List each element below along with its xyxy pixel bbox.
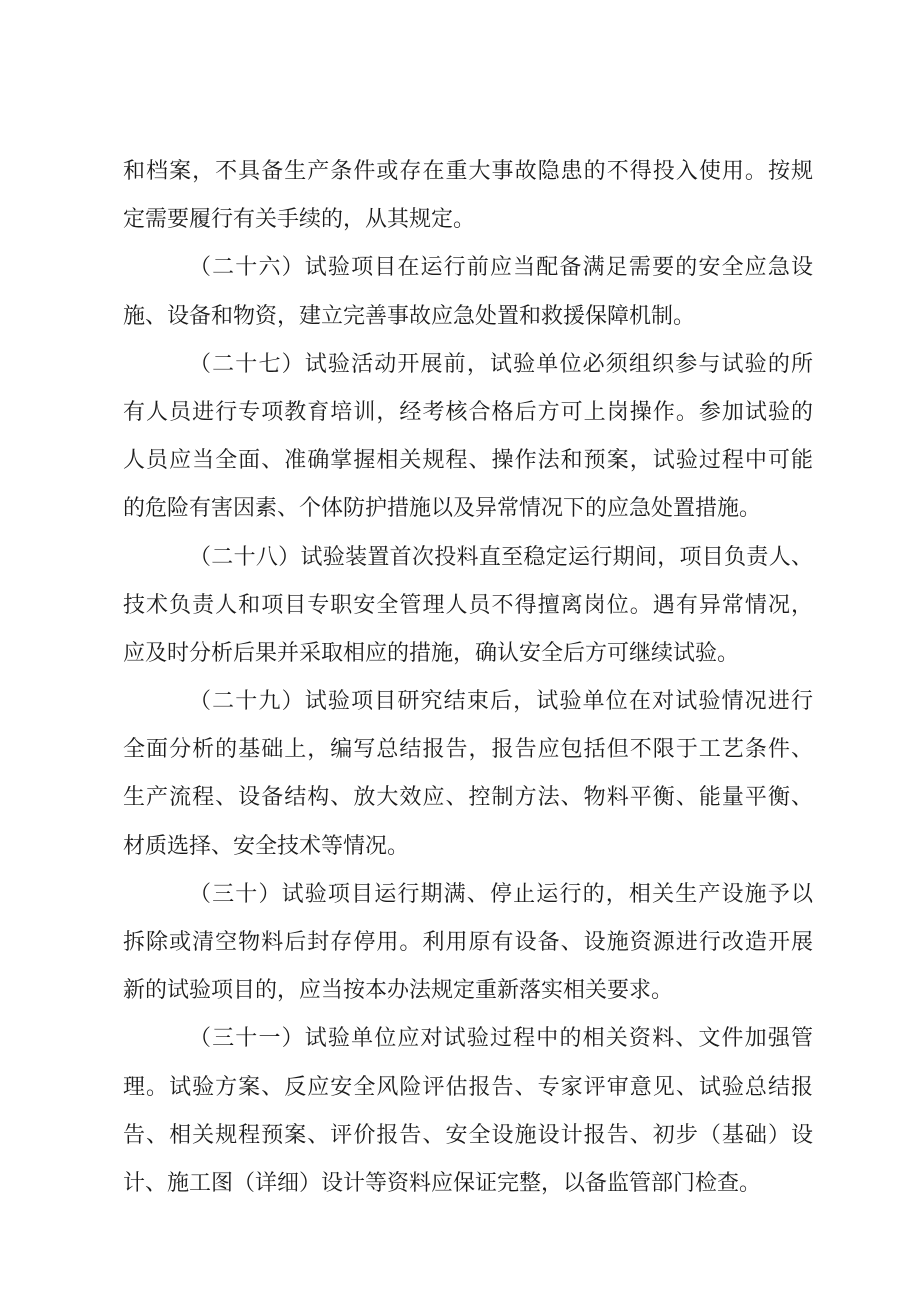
text-line: 告、相关规程预案、评价报告、安全设施设计报告、初步（基础）设 — [123, 1122, 813, 1148]
text-line: 和档案，不具备生产条件或存在重大事故隐患的不得投入使用。按规 — [123, 159, 813, 184]
text-line: （二十九）试验项目研究结束后，试验单位在对试验情况进行 — [189, 689, 813, 715]
text-line: （三十）试验项目运行期满、停止运行的，相关生产设施予以 — [189, 881, 813, 907]
text-line: 拆除或清空物料后封存停用。利用原有设备、设施资源进行改造开展 — [123, 930, 813, 955]
text-line: （二十六）试验项目在运行前应当配备满足需要的安全应急设 — [189, 255, 813, 281]
text-line: 施、设备和物资，建立完善事故应急处置和救援保障机制。 — [123, 303, 696, 329]
text-line: （二十七）试验活动开展前，试验单位必须组织参与试验的所 — [189, 351, 813, 377]
text-line: 有人员进行专项教育培训，经考核合格后方可上岗操作。参加试验的 — [123, 399, 813, 425]
text-line: 新的试验项目的，应当按本办法规定重新落实相关要求。 — [123, 978, 674, 1004]
text-line: 理。试验方案、反应安全风险评估报告、专家评审意见、试验总结报 — [123, 1074, 813, 1100]
text-line: 应及时分析后果并采取相应的措施，确认安全后方可继续试验。 — [123, 640, 740, 666]
document-body — [123, 148, 813, 1208]
text-line: （三十一）试验单位应对试验过程中的相关资料、文件加强管 — [189, 1026, 813, 1052]
text-line: 全面分析的基础上，编写总结报告，报告应包括但不限于工艺条件、 — [123, 737, 813, 763]
text-line: 材质选择、安全技术等情况。 — [123, 833, 410, 859]
text-line: 生产流程、设备结构、放大效应、控制方法、物料平衡、能量平衡、 — [123, 785, 813, 811]
text-line: 人员应当全面、准确掌握相关规程、操作法和预案，试验过程中可能 — [123, 448, 813, 474]
text-line: 计、施工图（详细）设计等资料应保证完整，以备监管部门检查。 — [123, 1170, 762, 1196]
text-line: （二十八）试验装置首次投料直至稳定运行期间，项目负责人、 — [189, 544, 813, 570]
text-line: 的危险有害因素、个体防护措施以及异常情况下的应急处置措施。 — [123, 496, 762, 522]
text-line: 定需要履行有关手续的，从其规定。 — [123, 207, 476, 233]
text-line: 技术负责人和项目专职安全管理人员不得擅离岗位。遇有异常情况， — [123, 592, 813, 618]
